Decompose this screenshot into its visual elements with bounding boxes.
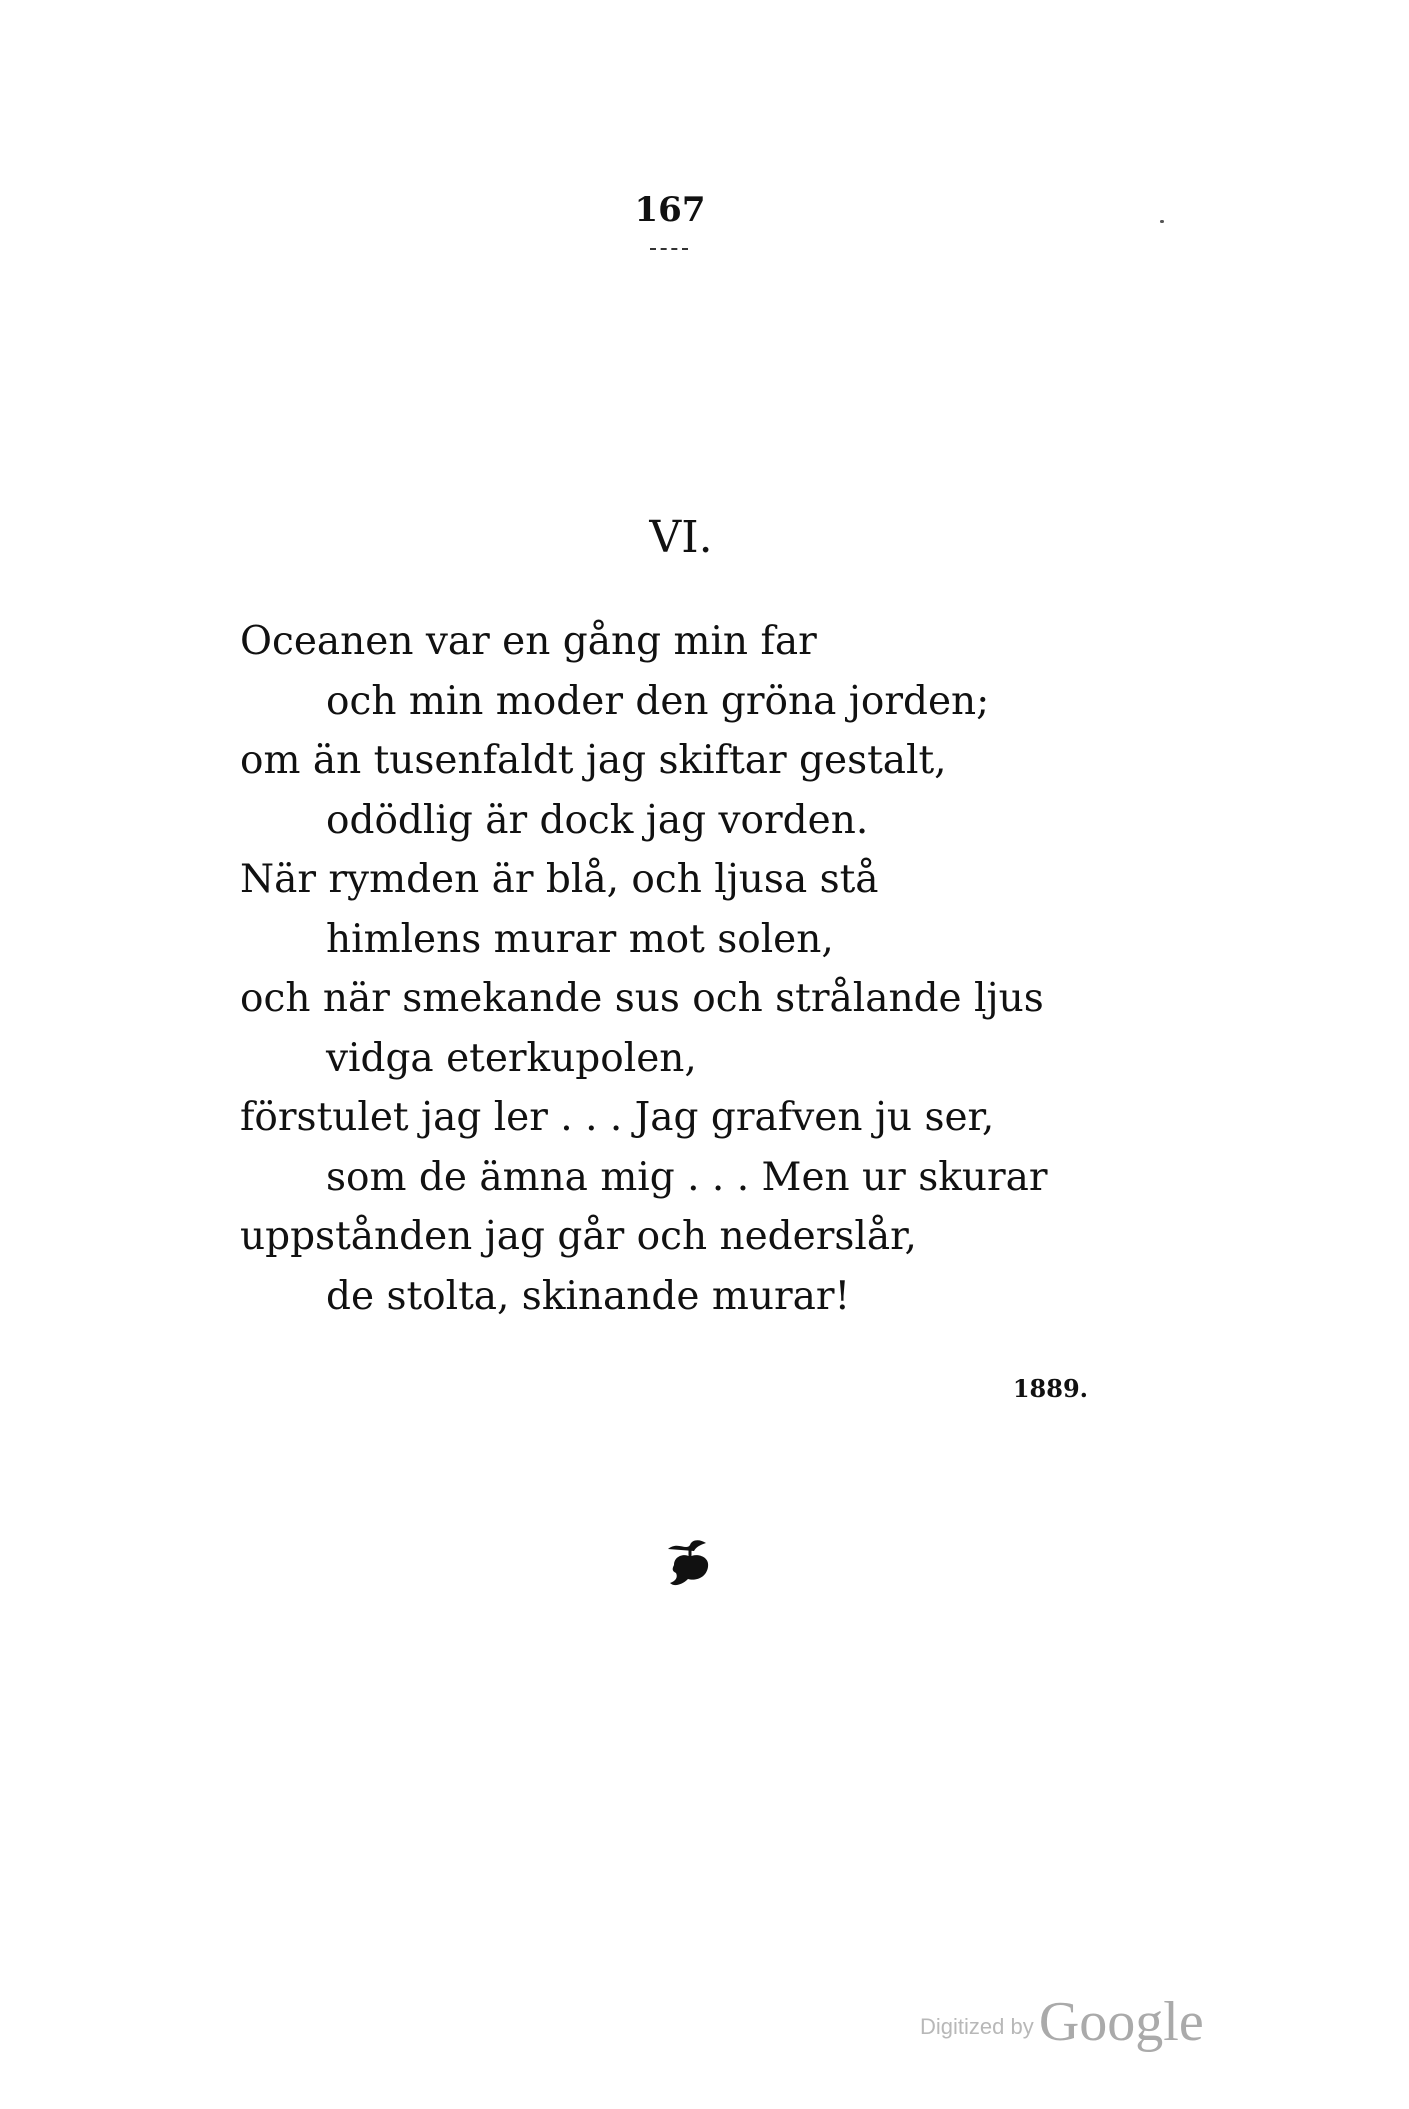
fleuron-icon bbox=[660, 1535, 718, 1593]
page-number-rule bbox=[650, 248, 688, 253]
poem-line-4: odödlig är dock jag vorden. bbox=[326, 797, 869, 843]
poem-line-9: förstulet jag ler . . . Jag grafven ju ser, bbox=[240, 1095, 995, 1140]
scan-speck bbox=[1160, 220, 1164, 223]
poem-line-7: och när smekande sus och strålande ljus bbox=[240, 976, 1044, 1021]
poem-date: 1889. bbox=[1012, 1374, 1088, 1403]
poem-line-2: och min moder den gröna jorden; bbox=[326, 678, 990, 724]
poem-line-6: himlens murar mot solen, bbox=[326, 916, 834, 962]
poem-line-1: Oceanen var en gång min far bbox=[240, 619, 817, 664]
poem-line-5: När rymden är blå, och ljusa stå bbox=[240, 857, 879, 902]
poem-line-8: vidga eterkupolen, bbox=[326, 1035, 697, 1081]
poem-line-3: om än tusenfaldt jag skiftar gestalt, bbox=[240, 738, 947, 783]
page-number: 167 bbox=[634, 190, 706, 230]
poem-line-12: de stolta, skinande murar! bbox=[326, 1273, 851, 1319]
watermark bbox=[920, 1990, 1220, 2060]
watermark-brand: Google bbox=[1038, 1991, 1204, 2053]
poem bbox=[240, 612, 1140, 1326]
poem-line-11: uppstånden jag går och nederslår, bbox=[240, 1214, 917, 1259]
section-heading: VI. bbox=[649, 512, 713, 563]
poem-line-10: som de ämna mig . . . Men ur skurar bbox=[326, 1154, 1048, 1200]
watermark-prefix: Digitized by bbox=[920, 2014, 1034, 2039]
